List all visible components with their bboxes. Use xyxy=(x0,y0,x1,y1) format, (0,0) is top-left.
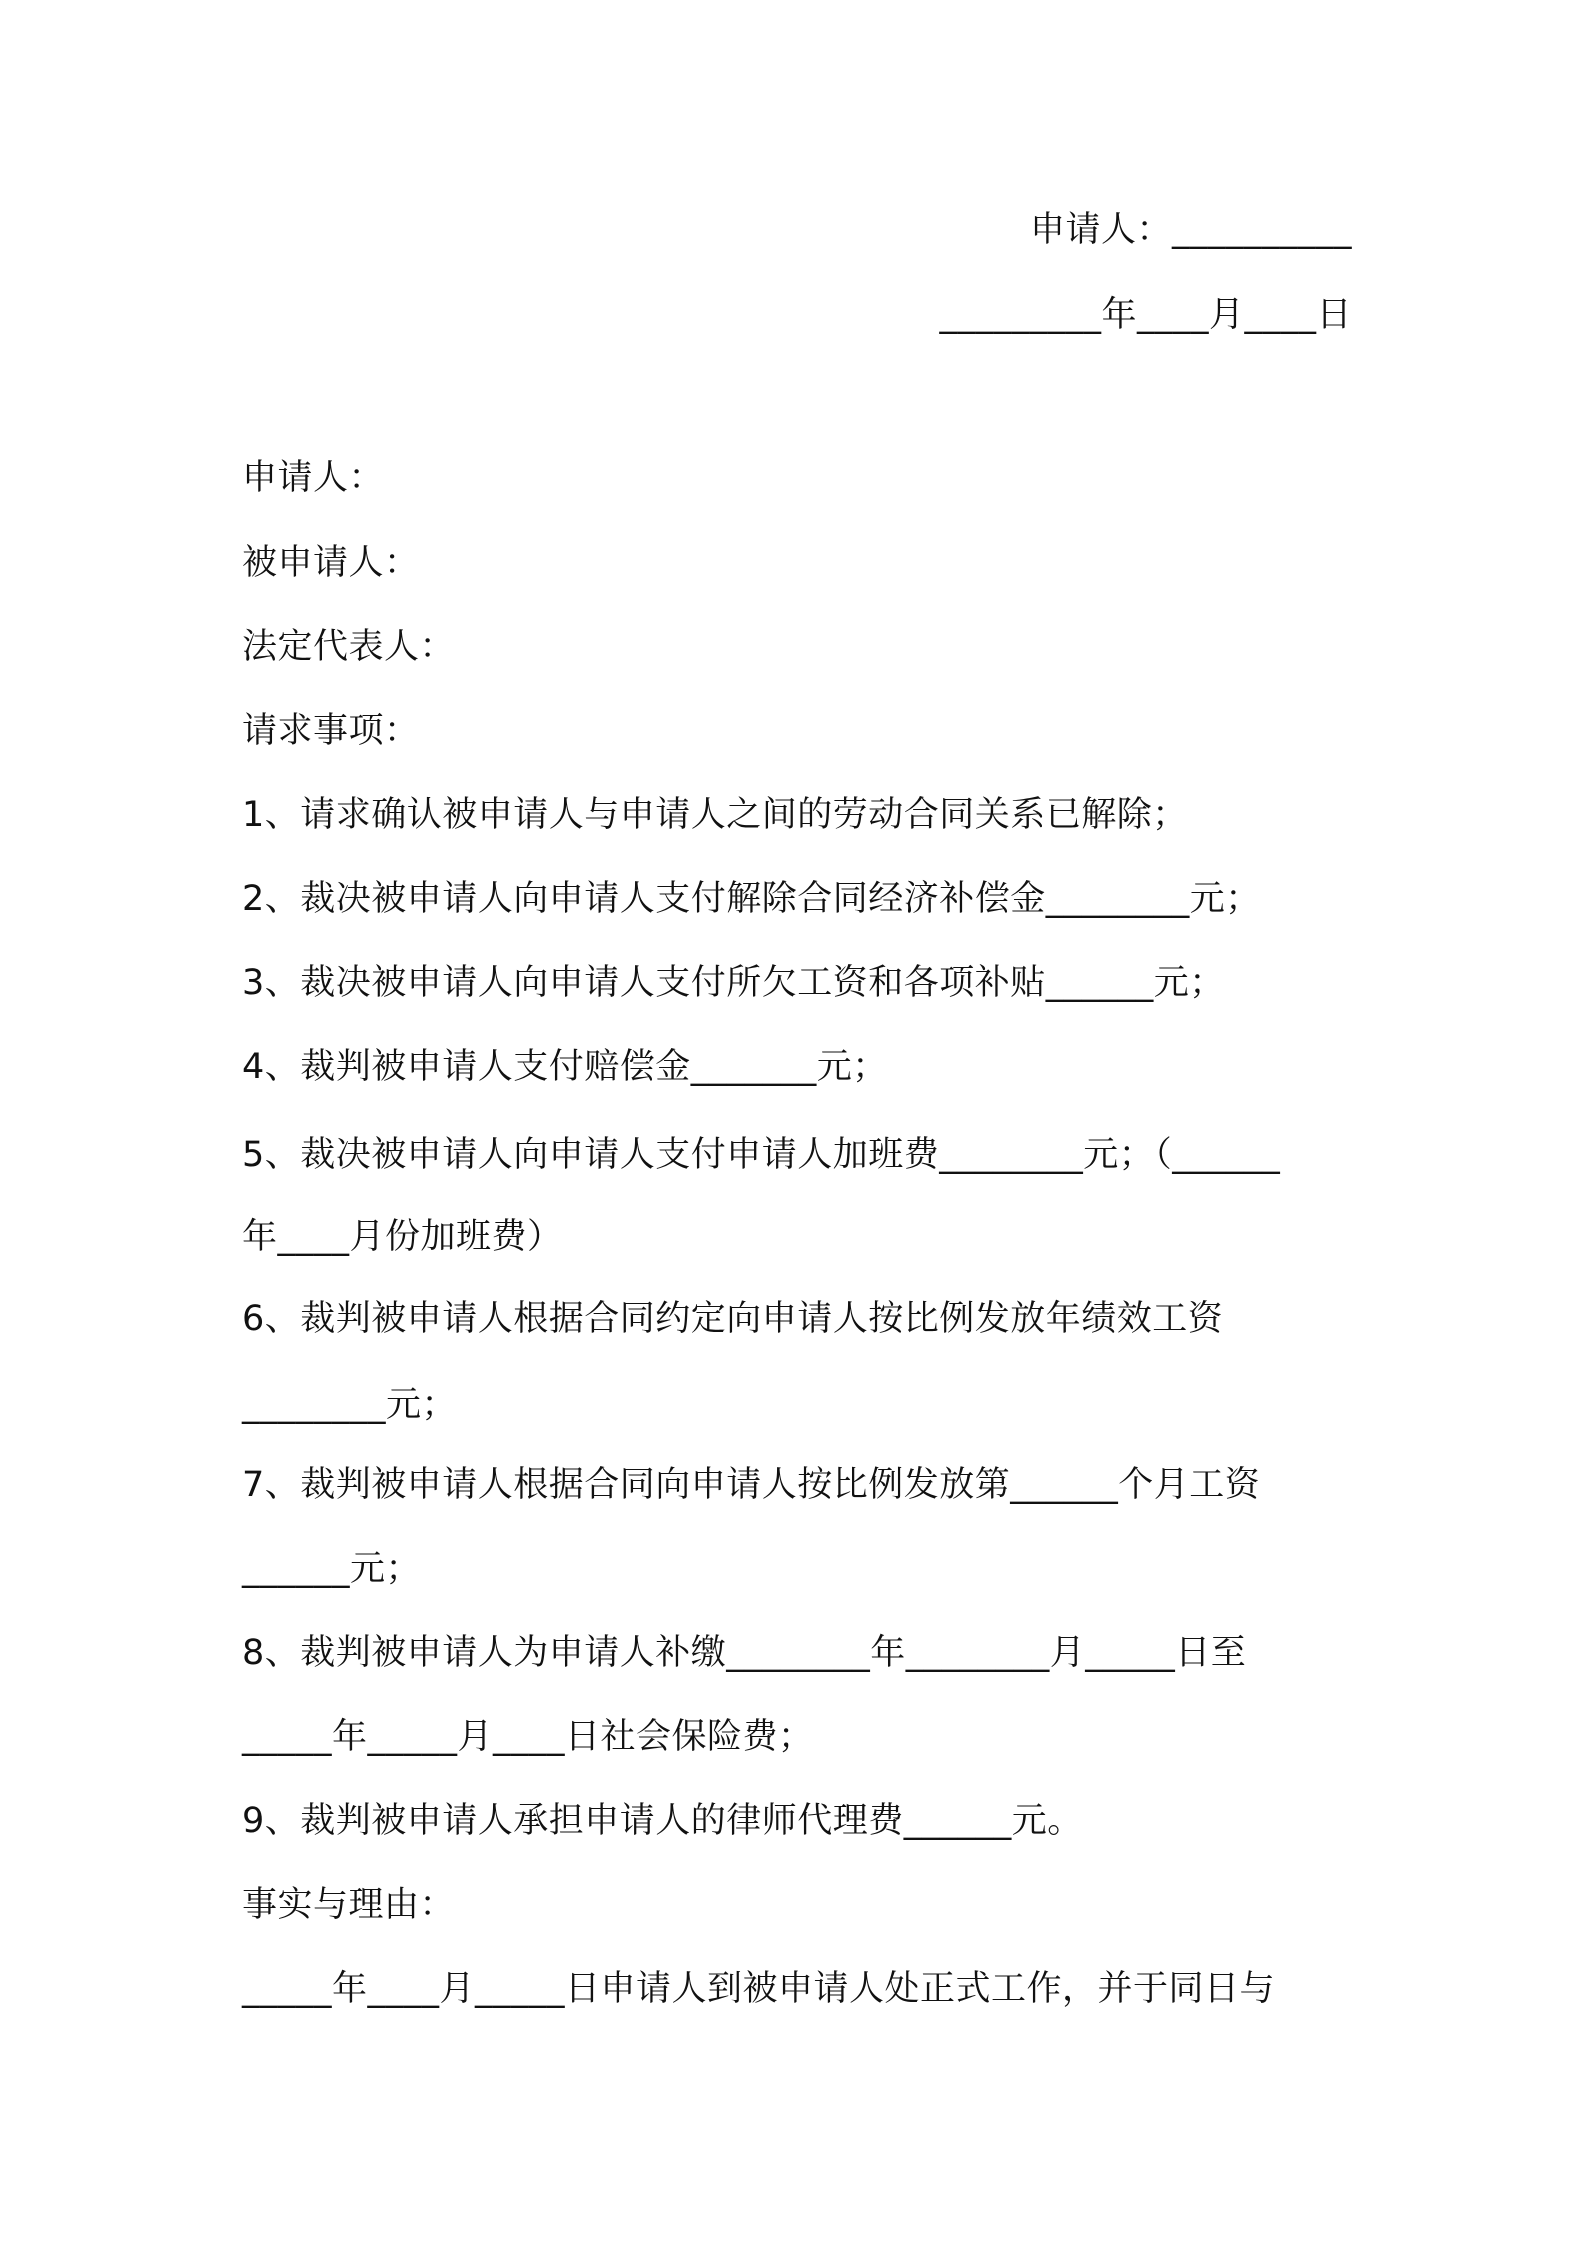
claim-item-8: 8、裁判被申请人为申请人补缴________年________月_____日至 xyxy=(242,1633,1247,1673)
facts-text: _____年____月_____日申请人到被申请人处正式工作，并于同日与 xyxy=(242,1969,1276,2009)
claim-item-8-cont: _____年_____月____日社会保险费； xyxy=(242,1717,814,1757)
claim-item-4: 4、裁判被申请人支付赔偿金_______元； xyxy=(242,1047,888,1087)
claim-item-7-cont: ______元； xyxy=(242,1549,422,1589)
claim-item-9: 9、裁判被申请人承担申请人的律师代理费______元。 xyxy=(242,1801,1083,1841)
party-legal-rep: 法定代表人： xyxy=(242,627,456,667)
signature-date: _________年____月____日 xyxy=(939,295,1352,335)
claim-item-5-cont: 年____月份加班费） xyxy=(242,1217,563,1257)
claim-item-6-cont: ________元； xyxy=(242,1385,458,1425)
claim-item-7: 7、裁判被申请人根据合同向申请人按比例发放第______个月工资 xyxy=(242,1465,1261,1505)
claims-heading: 请求事项： xyxy=(242,711,420,751)
claim-item-2: 2、裁决被申请人向申请人支付解除合同经济补偿金________元； xyxy=(242,879,1261,919)
party-respondent: 被申请人： xyxy=(242,543,420,583)
party-applicant: 申请人： xyxy=(242,458,385,498)
claim-item-6: 6、裁判被申请人根据合同约定向申请人按比例发放年绩效工资 xyxy=(242,1299,1224,1339)
claim-item-3: 3、裁决被申请人向申请人支付所欠工资和各项补贴______元； xyxy=(242,963,1225,1003)
claim-item-5: 5、裁决被申请人向申请人支付申请人加班费________元；（______ xyxy=(242,1135,1281,1175)
claim-item-1: 1、请求确认被申请人与申请人之间的劳动合同关系已解除； xyxy=(242,795,1188,835)
facts-heading: 事实与理由： xyxy=(242,1885,456,1925)
signature-applicant: 申请人：__________ xyxy=(1029,210,1352,250)
